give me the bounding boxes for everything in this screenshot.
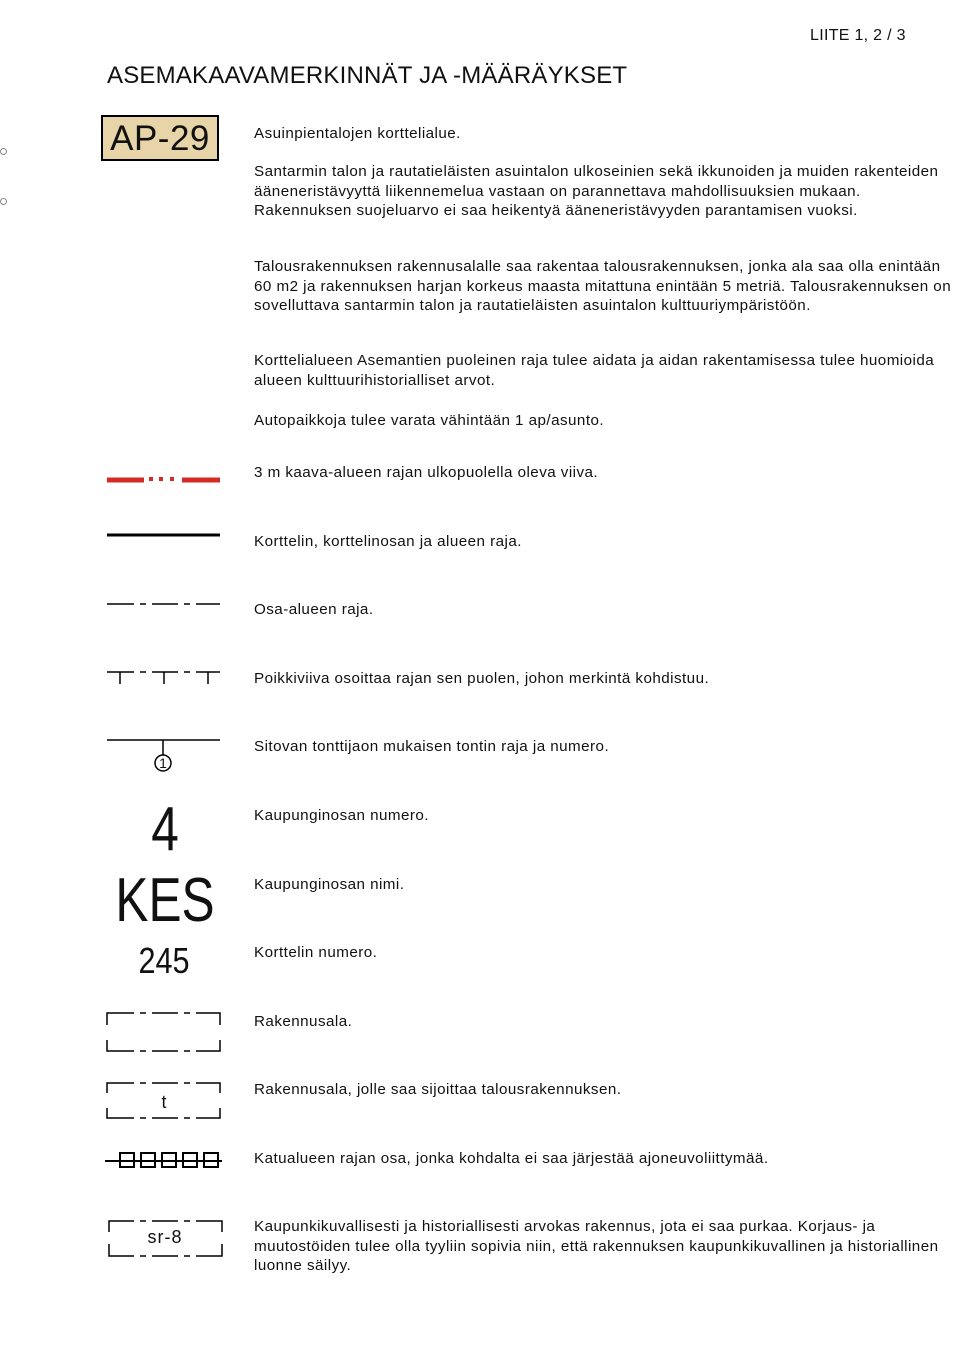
district-name-symbol: KES	[115, 866, 215, 935]
legend-subarea-boundary: Osa-alueen raja.	[254, 601, 374, 618]
zone-description: Asuinpientalojen korttelialue.	[254, 125, 461, 142]
legend-district-name: Kaupunginosan nimi.	[254, 876, 405, 893]
zone-regulation-outbuilding: Talousrakennuksen rakennusalalle saa rakentaa talousrakennuksen, jonka ala saa olla enintään 60 m2 ja rakennuksen harjan korkeus maasta mitattuna enintään 5 metriä. Talousrakennuksen on sovelluttava santarmin talon ja rautatieläisten asuintalon kulttuuriympäristöön.	[254, 258, 952, 314]
district-number-symbol: 4	[151, 795, 179, 864]
appendix-label: LIITE 1, 2 / 3	[810, 27, 906, 44]
legend-outside-line: 3 m kaava-alueen rajan ulkopuolella oleva viiva.	[254, 464, 599, 481]
protected-code: sr-8	[147, 1227, 183, 1247]
building-area-symbol	[107, 1013, 220, 1051]
margin-mark	[0, 148, 7, 155]
zone-regulation-fence: Korttelialueen Asemantien puoleinen raja tulee aidata ja aidan rakentamisessa tulee huomioida alueen kulttuurihistorialliset arvot.	[254, 352, 935, 389]
page-title: ASEMAKAAVAMERKINNÄT JA -MÄÄRÄYKSET	[107, 62, 628, 89]
cross-line-symbol	[107, 672, 220, 684]
no-access-symbol	[105, 1153, 222, 1167]
zone-regulation-parking: Autopaikkoja tulee varata vähintään 1 ap/asunto.	[254, 412, 605, 429]
legend-no-access: Katualueen rajan osa, jonka kohdalta ei saa järjestää ajoneuvoliittymää.	[254, 1150, 769, 1167]
outbuilding-code: t	[161, 1092, 167, 1112]
zone-regulation-sound: Santarmin talon ja rautatieläisten asuintalon ulkoseinien sekä ikkunoiden ja muiden rakenteiden ääneneristävyyttä liikennemelua vastaan on parannettava mahdollisuuksien mukaan. Rakennuksen suojeluarvo ei saa heikentyä ääneneristävyyden parantamisen vuoksi.	[254, 163, 939, 219]
legend-outbuilding-area: Rakennusala, jolle saa sijoittaa talousrakennuksen.	[254, 1081, 622, 1098]
legend-plot-boundary: Sitovan tonttijaon mukaisen tontin raja ja numero.	[254, 738, 610, 755]
legend-building-area: Rakennusala.	[254, 1013, 353, 1030]
block-number-symbol: 245	[138, 940, 190, 981]
zone-badge: AP-29	[101, 115, 219, 161]
outside-line-symbol	[107, 477, 220, 481]
legend-block-boundary: Korttelin, korttelinosan ja alueen raja.	[254, 533, 522, 550]
plot-number: 1	[159, 755, 167, 771]
legend-protected-building: Kaupunkikuvallisesti ja historiallisesti arvokas rakennus, jota ei saa purkaa. Korjaus- ja muutostöiden tulee olla tyyliin sopivia niin, että rakennuksen kaupunkikuvallinen ja historiallinen luonne säilyy.	[254, 1218, 939, 1274]
legend-block-number: Korttelin numero.	[254, 944, 378, 961]
legend-district-number: Kaupunginosan numero.	[254, 807, 429, 824]
legend-cross-line: Poikkiviiva osoittaa rajan sen puolen, johon merkintä kohdistuu.	[254, 670, 710, 687]
margin-mark	[0, 198, 7, 205]
